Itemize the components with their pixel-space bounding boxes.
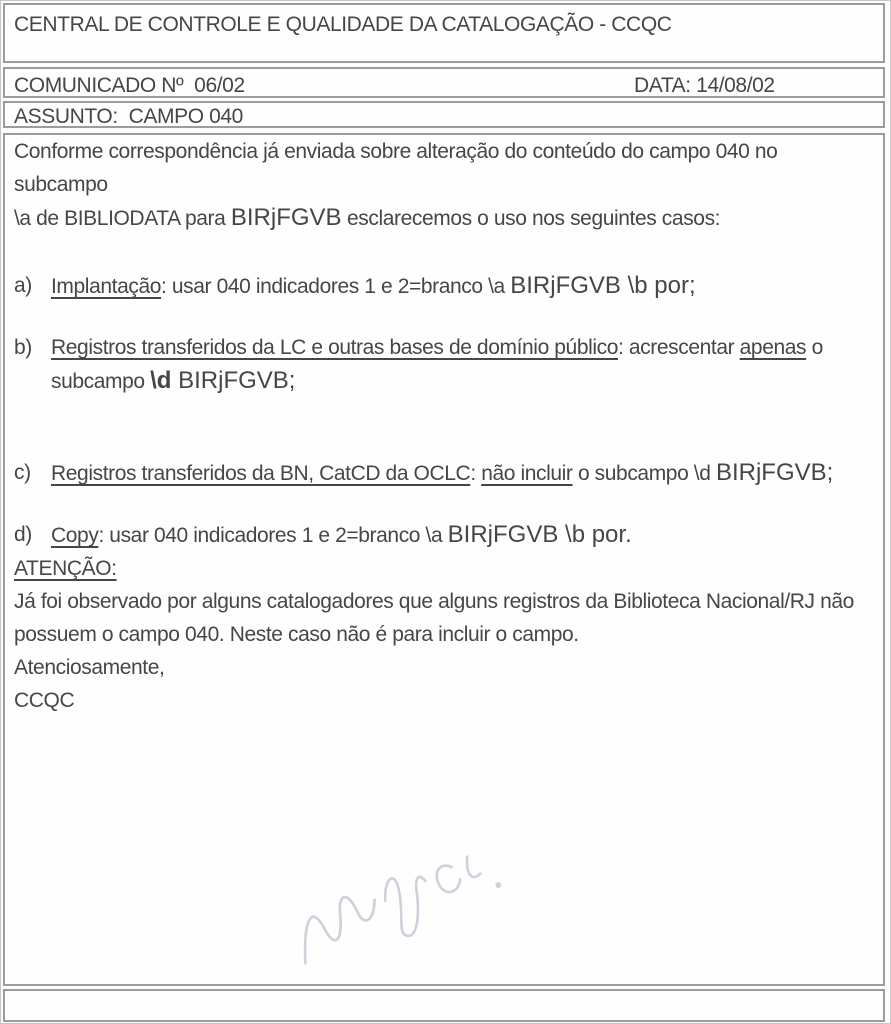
assunto-row — [3, 101, 885, 128]
attention-paragraph — [14, 585, 874, 651]
attention-heading — [14, 552, 874, 585]
assunto-label: ASSUNTO: CAMPO 040 — [14, 105, 243, 128]
comunicado-row — [3, 67, 885, 98]
item-marker: b) — [14, 336, 32, 359]
item-marker: c) — [14, 461, 31, 484]
header-box — [3, 3, 885, 63]
underlined-term: apenas — [739, 336, 807, 359]
intro-line2-post: esclarecemos o uso nos seguintes casos: — [341, 207, 721, 230]
list-item-b — [14, 331, 874, 398]
page-title: CENTRAL DE CONTROLE E QUALIDADE DA CATALOGAÇÃO - CCQC — [14, 13, 672, 36]
attention-line2: possuem o campo 040. Neste caso não é para incluir o campo. — [14, 623, 579, 646]
signature-name: CCQC — [14, 689, 75, 712]
item-body-text: subcampo — [51, 370, 151, 393]
code-acronym: BIRjFGVB \b por. — [447, 521, 632, 548]
item-text — [51, 518, 874, 552]
code-subfield: \d — [150, 367, 179, 394]
footer-box — [3, 989, 885, 1022]
item-body-text: : acrescentar — [618, 336, 740, 359]
item-text — [51, 331, 874, 398]
item-body-text: o subcampo \d — [572, 462, 716, 485]
item-body-text: : usar 040 indicadores 1 e 2=branco \a — [98, 524, 448, 547]
date-label: DATA: 14/08/02 — [634, 74, 775, 97]
underlined-term: Copy — [51, 524, 99, 547]
code-acronym: BIRjFGVB — [230, 204, 342, 231]
list-item-d — [14, 518, 874, 552]
attention-line1: Já foi observado por alguns catalogadores que alguns registros da Biblioteca Nacional/RJ não — [14, 590, 854, 613]
underlined-term: Implantação — [51, 275, 162, 298]
item-marker: a) — [14, 274, 32, 297]
item-body-text: o — [806, 336, 823, 359]
code-acronym: BIRjFGVB; — [178, 367, 296, 394]
intro-line2-pre: \a de BIBLIODATA para — [14, 207, 231, 230]
underlined-term: Registros transferidos da BN, CatCD da OCLC — [51, 462, 471, 485]
attention-heading-text: ATENÇÃO: — [14, 557, 117, 580]
item-marker: d) — [14, 523, 32, 546]
closing-salutation: Atenciosamente, — [14, 656, 165, 679]
underlined-term: Registros transferidos da LC e outras bases de domínio público — [51, 336, 619, 359]
body-box — [3, 133, 885, 986]
comunicado-number-label: COMUNICADO Nº 06/02 — [14, 74, 245, 97]
code-acronym: BIRjFGVB; — [715, 459, 834, 486]
intro-line1: Conforme correspondência já enviada sobre alteração do conteúdo do campo 040 no subcampo — [14, 140, 778, 196]
code-acronym: BIRjFGVB \b por; — [510, 272, 696, 299]
item-text — [51, 456, 874, 490]
underlined-term: não incluir — [481, 462, 573, 485]
list-item-a — [14, 269, 874, 303]
handwritten-signature — [261, 795, 566, 997]
item-text — [51, 269, 874, 303]
item-body-text: : usar 040 indicadores 1 e 2=branco \a — [161, 275, 511, 298]
item-body-text: : — [470, 462, 482, 485]
list-item-c — [14, 456, 874, 490]
intro-paragraph — [14, 135, 874, 235]
body-content — [5, 135, 883, 717]
